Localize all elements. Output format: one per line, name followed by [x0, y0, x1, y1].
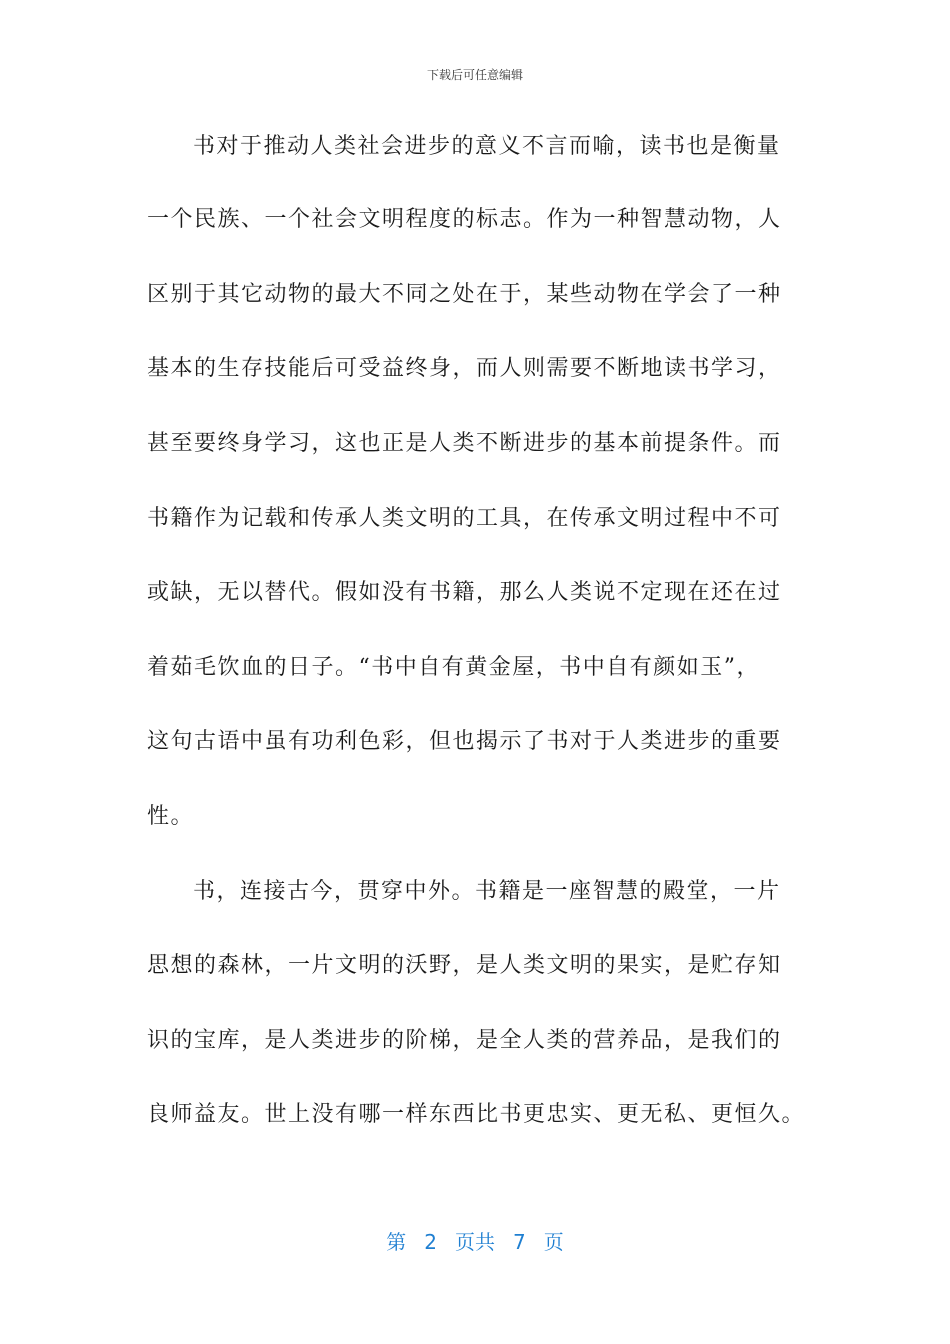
paragraph-1-line-3: 区别于其它动物的最大不同之处在于，某些动物在学会了一种	[147, 282, 782, 307]
page-footer	[0, 1226, 950, 1255]
footer-total-pages: 7	[513, 1230, 526, 1254]
paragraph-2-line-1: 书，连接古今，贯穿中外。书籍是一座智慧的殿堂，一片	[193, 879, 781, 904]
paragraph-2-line-3: 识的宝库，是人类进步的阶梯，是全人类的营养品，是我们的	[147, 1028, 782, 1053]
paragraph-1-line-7: 或缺，无以替代。假如没有书籍，那么人类说不定现在还在过	[147, 580, 782, 605]
page-header: 下载后可任意编辑	[426, 68, 523, 82]
paragraph-1-line-4: 基本的生存技能后可受益终身，而人则需要不断地读书学习，	[147, 356, 782, 381]
paragraph-1-line-1: 书对于推动人类社会进步的意义不言而喻，读书也是衡量	[193, 134, 781, 159]
paragraph-1-line-10: 性。	[147, 804, 195, 829]
paragraph-2-line-4: 良师益友。世上没有哪一样东西比书更忠实、更无私、更恒久。	[147, 1102, 806, 1127]
paragraph-1-line-8: 着茹毛饮血的日子。“书中自有黄金屋，书中自有颜如玉”，	[147, 655, 760, 680]
paragraph-1-line-2: 一个民族、一个社会文明程度的标志。作为一种智慧动物，人	[147, 207, 782, 232]
paragraph-1-line-9: 这句古语中虽有功利色彩，但也揭示了书对于人类进步的重要	[147, 729, 782, 754]
footer-page-number: 2	[424, 1230, 437, 1254]
footer-suffix: 页	[543, 1230, 564, 1254]
paragraph-1-line-6: 书籍作为记载和传承人类文明的工具，在传承文明过程中不可	[147, 506, 782, 531]
footer-prefix: 第	[386, 1230, 407, 1254]
paragraph-2-line-2: 思想的森林，一片文明的沃野，是人类文明的果实，是贮存知	[147, 953, 782, 978]
footer-middle: 页共	[455, 1230, 495, 1254]
paragraph-1-line-5: 甚至要终身学习，这也正是人类不断进步的基本前提条件。而	[147, 431, 782, 456]
